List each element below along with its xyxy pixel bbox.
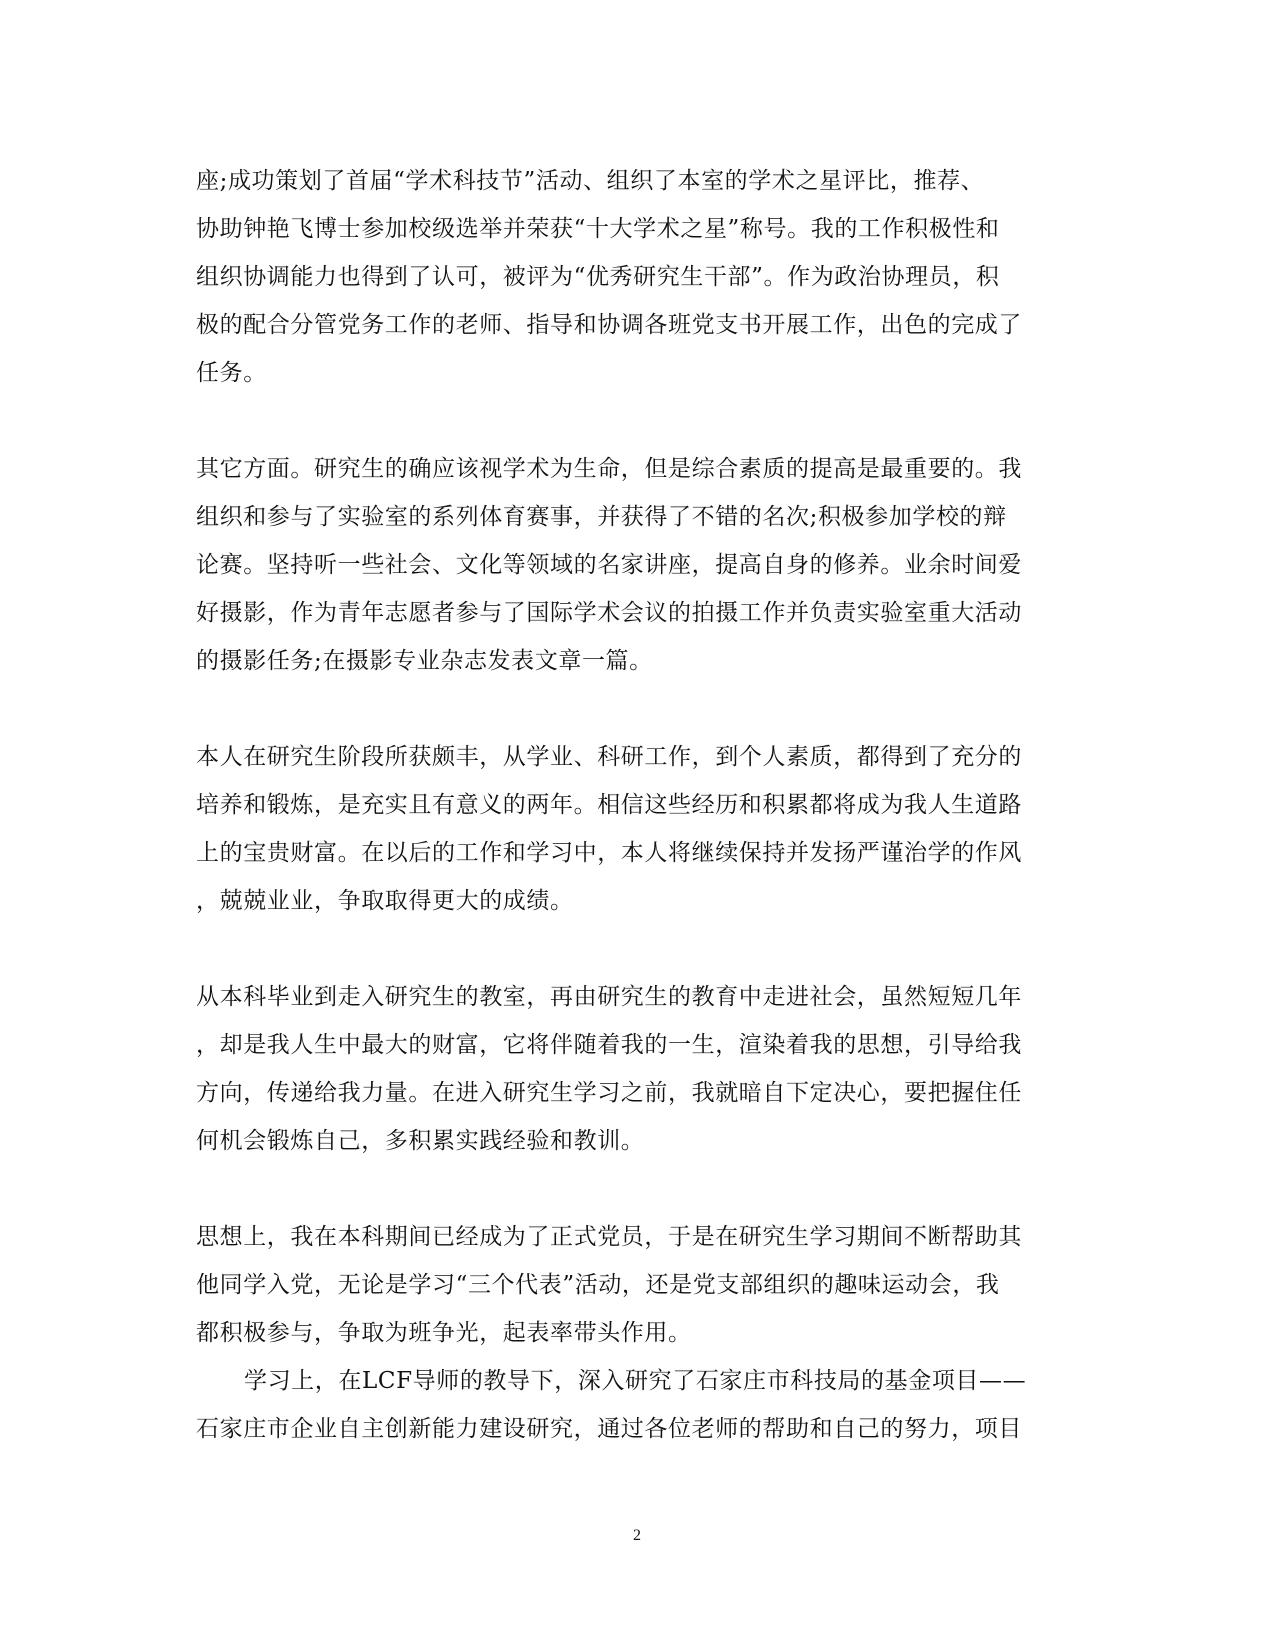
text-line: 石家庄市企业自主创新能力建设研究，通过各位老师的帮助和自己的努力，项目 (196, 1416, 1022, 1442)
text-line: 的摄影任务;在摄影专业杂志发表文章一篇。 (196, 648, 653, 674)
paragraph-work-summary (196, 157, 1076, 397)
text-line: 任务。 (196, 360, 267, 386)
paragraph-ideology (196, 1213, 1076, 1357)
text-line: 组织和参与了实验室的系列体育赛事，并获得了不错的名次;积极参加学校的辩 (196, 504, 1007, 530)
text-line: 何机会锻炼自己，多积累实践经验和教训。 (196, 1128, 645, 1154)
text-line: 培养和锻炼，是充实且有意义的两年。相信这些经历和积累都将成为我人生道路 (196, 792, 1022, 818)
text-line: 好摄影，作为青年志愿者参与了国际学术会议的拍摄工作并负责实验室重大活动 (196, 600, 1022, 626)
text-line: 从本科毕业到走入研究生的教室，再由研究生的教育中走进社会，虽然短短几年 (196, 984, 1022, 1010)
text-line: 极的配合分管党务工作的老师、指导和协调各班党支书开展工作，出色的完成了 (196, 312, 1022, 338)
text-line: 协助钟艳飞博士参加校级选举并荣获“十大学术之星”称号。我的工作积极性和 (196, 216, 1000, 242)
text-line: 组织协调能力也得到了认可，被评为“优秀研究生干部”。作为政治协理员，积 (196, 264, 1000, 290)
text-line: 学习上，在LCF导师的教导下，深入研究了石家庄市科技局的基金项目—— (244, 1368, 1027, 1394)
text-line: 其它方面。研究生的确应该视学术为生命，但是综合素质的提高是最重要的。我 (196, 456, 1022, 482)
text-line: 座;成功策划了首届“学术科技节”活动、组织了本室的学术之星评比，推荐、 (196, 168, 985, 194)
text-line: ，却是我人生中最大的财富，它将伴随着我的一生，渲染着我的思想，引导给我 (196, 1032, 1022, 1058)
page-number: 2 (633, 1527, 641, 1544)
text-line: 思想上，我在本科期间已经成为了正式党员，于是在研究生学习期间不断帮助其 (196, 1224, 1022, 1250)
paragraph-introduction (196, 973, 1076, 1165)
document-body (196, 157, 1076, 1453)
text-line: 都积极参与，争取为班争光，起表率带头作用。 (196, 1320, 692, 1346)
paragraph-other-aspects (196, 445, 1076, 685)
text-line: ，兢兢业业，争取取得更大的成绩。 (196, 888, 574, 914)
text-line: 方向，传递给我力量。在进入研究生学习之前，我就暗自下定决心，要把握住任 (196, 1080, 1022, 1106)
paragraph-conclusion (196, 733, 1076, 925)
paragraph-study (196, 1357, 1076, 1453)
text-line: 上的宝贵财富。在以后的工作和学习中，本人将继续保持并发扬严谨治学的作风 (196, 840, 1022, 866)
text-line: 他同学入党，无论是学习“三个代表”活动，还是党支部组织的趣味运动会，我 (196, 1272, 1000, 1298)
text-line: 论赛。坚持听一些社会、文化等领域的名家讲座，提高自身的修养。业余时间爱 (196, 552, 1022, 578)
text-line: 本人在研究生阶段所获颇丰，从学业、科研工作，到个人素质，都得到了充分的 (196, 744, 1022, 770)
